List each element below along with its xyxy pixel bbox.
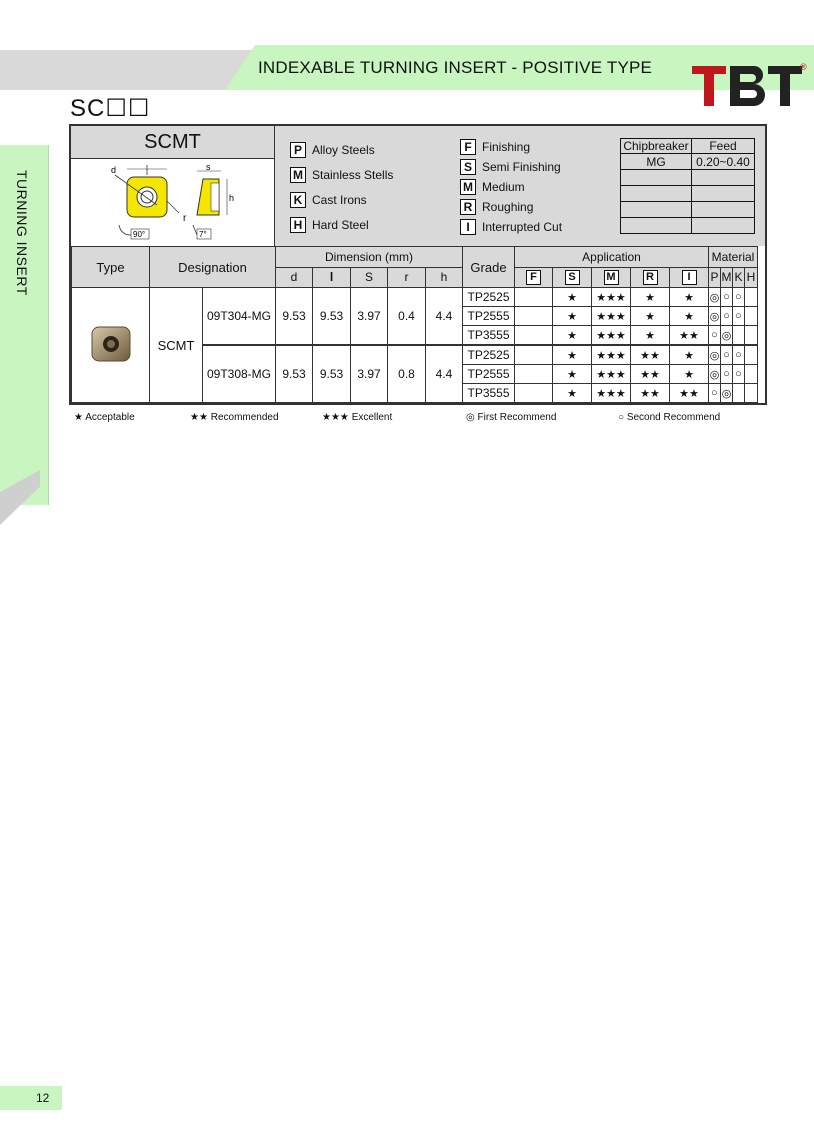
legend-material-p: P Alloy Steels <box>290 142 375 158</box>
svg-text:90°: 90° <box>133 230 146 239</box>
col-type: Type <box>72 247 150 288</box>
series-title: SC☐☐ <box>70 95 151 122</box>
grade: TP2555 <box>463 365 515 384</box>
col-l: l <box>313 267 351 288</box>
col-grade: Grade <box>463 247 515 288</box>
legend-app-f: F Finishing <box>460 139 530 155</box>
page-number: 12 <box>0 1086 62 1110</box>
table-row: TP3555 ★ ★★★ ★ ★★ ○ ◎ <box>72 326 758 346</box>
legend-recommended: ★★ Recommended <box>190 412 279 423</box>
designation: 09T308-MG <box>203 345 276 403</box>
table-row: TP3555 ★ ★★★ ★★ ★★ ○ ◎ <box>72 384 758 403</box>
col-designation: Designation <box>150 247 276 288</box>
insert-spec-panel <box>69 124 767 405</box>
grade: TP2525 <box>463 345 515 365</box>
side-tab-label: TURNING INSERT <box>14 170 30 296</box>
col-material: Material <box>709 247 758 268</box>
grade: TP3555 <box>463 384 515 403</box>
col-mat-h: H <box>745 267 758 288</box>
legend-app-m: M Medium <box>460 179 525 195</box>
legend-material-h: H Hard Steel <box>290 217 369 233</box>
legend-material-k: K Cast Irons <box>290 192 367 208</box>
designation-group: SCMT <box>150 288 203 403</box>
svg-text:h: h <box>229 193 235 203</box>
legend-excellent: ★★★ Excellent <box>322 412 393 423</box>
designation: 09T304-MG <box>203 288 276 346</box>
grade: TP2555 <box>463 307 515 326</box>
col-app-r: R <box>643 270 658 285</box>
insert-diagram <box>71 159 275 246</box>
col-app-m: M <box>604 270 619 285</box>
registered-mark: ® <box>800 62 807 72</box>
col-dimension: Dimension (mm) <box>276 247 463 268</box>
col-application: Application <box>515 247 709 268</box>
legend-second-recommend: ○ Second Recommend <box>618 412 721 423</box>
table-row: 09T308-MG 9.53 9.53 3.97 0.8 4.4 TP2525 ★ ★★★ ★★ ★ ◎ ○ ○ <box>72 345 758 365</box>
legend-app-r: R Roughing <box>460 199 533 215</box>
svg-text:7°: 7° <box>199 230 207 239</box>
legend-app-s: S Semi Finishing <box>460 159 561 175</box>
legend-material-m: M Stainless Stells <box>290 167 393 183</box>
col-mat-k: K <box>733 267 745 288</box>
grade: TP2525 <box>463 288 515 307</box>
col-r: r <box>388 267 426 288</box>
insert-photo-cell <box>72 288 150 403</box>
spec-table <box>71 246 758 403</box>
col-app-i: I <box>682 270 697 285</box>
col-app-s: S <box>565 270 580 285</box>
insert-drawing <box>71 159 274 246</box>
table-row: TP2555 ★ ★★★ ★★ ★ ◎ ○ ○ <box>72 365 758 384</box>
insert-photo <box>86 319 136 369</box>
col-s: S <box>351 267 388 288</box>
svg-text:d: d <box>111 165 117 175</box>
model-title: SCMT <box>71 126 275 159</box>
svg-text:s: s <box>206 162 211 172</box>
legend-first-recommend: ◎ First Recommend <box>466 412 557 423</box>
tbt-logo <box>690 58 808 112</box>
chipbreaker-table: Chipbreaker Feed MG 0.20~0.40 <box>620 138 755 234</box>
page-title: INDEXABLE TURNING INSERT - POSITIVE TYPE <box>258 58 653 77</box>
col-app-f: F <box>526 270 541 285</box>
legend-acceptable: ★ Acceptable <box>74 412 135 423</box>
table-row: TP2555 ★ ★★★ ★ ★ ◎ ○ ○ <box>72 307 758 326</box>
col-h: h <box>426 267 463 288</box>
table-row: SCMT 09T304-MG 9.53 9.53 3.97 0.4 4.4 TP2525 ★ ★★★ ★ ★ ◎ ○ ○ <box>72 288 758 307</box>
legend-app-i: I Interrupted Cut <box>460 219 562 235</box>
header-band-grey <box>0 50 260 90</box>
col-mat-p: P <box>709 267 721 288</box>
col-mat-m: M <box>721 267 733 288</box>
grade: TP3555 <box>463 326 515 346</box>
info-section <box>71 126 765 246</box>
col-d: d <box>276 267 313 288</box>
svg-text:r: r <box>183 213 187 224</box>
